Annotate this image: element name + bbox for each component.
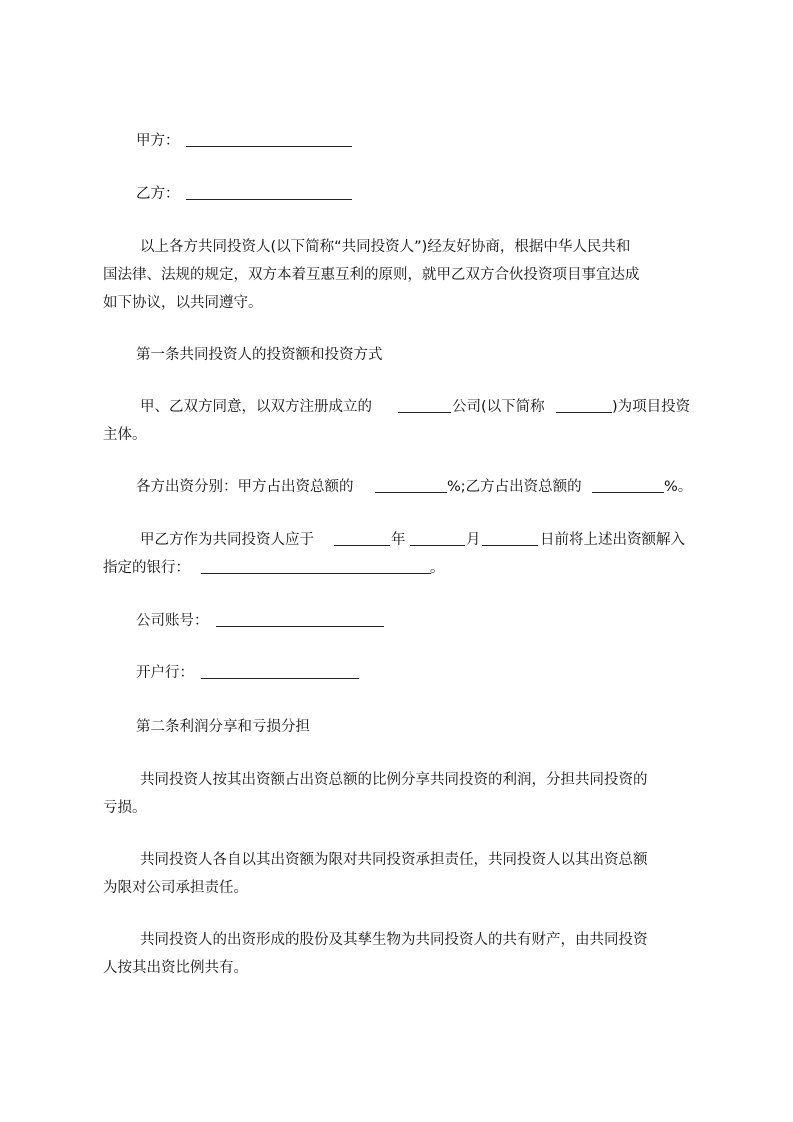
a2p1-text-1: 共同投资人按其出资额占出资总额的比例分享共同投资的利润，分担共同投资的 xyxy=(140,772,648,788)
party-a-blank xyxy=(186,131,352,147)
year-blank xyxy=(334,530,390,546)
a2p2-text-2: 为限对公司承担责任。 xyxy=(103,880,248,896)
intro-text-2: 国法律、法规的规定，双方本着互惠互利的原则，就甲乙双方合伙投资项目事宜达成 xyxy=(103,267,640,283)
a1p2-text-3: %。 xyxy=(664,479,693,495)
a1p3-text-1: 甲乙方作为共同投资人应于 xyxy=(140,532,314,548)
a1p1-text-1: 甲、乙双方同意，以双方注册成立的 xyxy=(140,399,372,415)
a1p3-text-2: 日前将上述出资额解入 xyxy=(540,532,685,548)
a1p1-text-4: 主体。 xyxy=(103,427,147,443)
intro-text-3: 如下协议，以共同遵守。 xyxy=(103,295,263,311)
year-label: 年 xyxy=(391,532,406,548)
a1p1-text-2: 公司(以下简称 xyxy=(452,399,545,415)
intro-text-1: 以上各方共同投资人(以下简称“共同投资人”)经友好协商，根据中华人民共和 xyxy=(140,239,631,255)
a2p3-text-2: 人按其出资比例共有。 xyxy=(103,960,248,976)
a2p2-text-1: 共同投资人各自以其出资额为限对共同投资承担责任，共同投资人以其出资总额 xyxy=(140,852,648,868)
party-b-blank xyxy=(186,184,352,200)
a1p3-end-mark: 。 xyxy=(430,560,445,576)
account-label: 公司账号： xyxy=(136,613,209,629)
month-label: 月 xyxy=(466,532,481,548)
month-blank xyxy=(410,530,465,546)
party-a-label: 甲方： xyxy=(136,133,180,149)
a2p1-text-2: 亏损。 xyxy=(103,800,147,816)
company-short-name-blank xyxy=(556,397,612,413)
bank-designation-label: 指定的银行： xyxy=(103,560,190,576)
bank-blank xyxy=(201,663,359,679)
party-b-label: 乙方： xyxy=(136,186,180,202)
a1p2-text-1: 各方出资分别：甲方占出资总额的 xyxy=(136,479,354,495)
company-name-blank xyxy=(398,397,451,413)
party-b-share-blank xyxy=(592,477,664,493)
party-a-share-blank xyxy=(375,477,447,493)
bank-designation-blank xyxy=(201,558,431,574)
article1-title-text: 第一条共同投资人的投资额和投资方式 xyxy=(136,347,383,363)
day-blank xyxy=(482,530,538,546)
a1p1-text-3: )为项目投资 xyxy=(612,399,691,415)
a2p3-text-1: 共同投资人的出资形成的股份及其孳生物为共同投资人的共有财产，由共同投资 xyxy=(140,932,648,948)
a1p2-text-2: %;乙方占出资总额的 xyxy=(447,479,582,495)
account-blank xyxy=(216,611,384,627)
article2-title-text: 第二条利润分享和亏损分担 xyxy=(136,719,310,735)
bank-label: 开户行： xyxy=(136,665,194,681)
